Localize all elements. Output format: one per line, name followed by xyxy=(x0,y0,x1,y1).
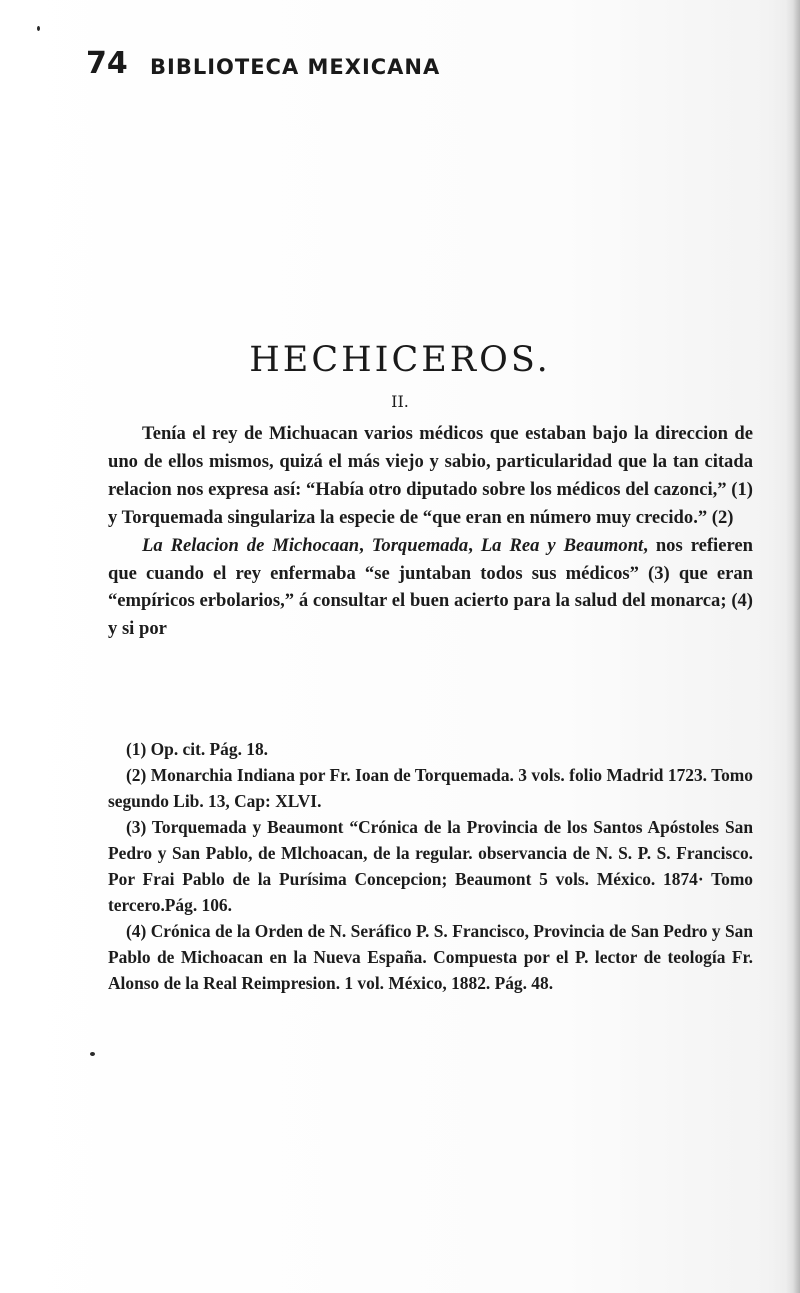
italic-title-torquemada: Torquemada xyxy=(371,534,469,556)
paragraph-1: Tenía el rey de Michuacan varios médicos que estaban bajo la direccion de uno de ellos mismos, quizá el más viejo y sabio, particularidad que la tan citada relacion nos expresa así: “Había otro diputado sobre los médicos del cazonci,” (1) y Torquemada singulariza la especie de “que eran en número muy crecido.” (2) xyxy=(108,423,753,528)
paragraph-2 xyxy=(108,532,753,644)
body-text xyxy=(108,420,753,643)
ink-speck xyxy=(90,1052,95,1056)
footnote-3: (3) Torquemada y Beaumont “Crónica de la Provincia de los Santos Apóstoles San Pedro y San Pablo, de Mlchoacan, de la regular. observancia de N. S. P. S. Francisco. Por Frai Pablo de la Purísima Concepcion; Beaumont 5 vols. México. 1874· Tomo tercero.Pág. 106. xyxy=(108,817,753,915)
footnote-4: (4) Crónica de la Orden de N. Seráfico P. S. Francisco, Provincia de San Pedro y San Pablo de Michoacan en la Nueva España. Compuesta por el P. lector de teología Fr. Alonso de la Real Reimpresion. 1 vol. México, 1882. Pág. 48. xyxy=(108,921,753,993)
footnote-2: (2) Monarchia Indiana por Fr. Ioan de Torquemada. 3 vols. folio Madrid 1723. Tomo segundo Lib. 13, Cap: XLVI. xyxy=(108,765,753,811)
footnotes xyxy=(108,736,753,996)
chapter-title: HECHICEROS. xyxy=(249,340,551,380)
section-number: II. xyxy=(391,392,409,411)
footnote-1: (1) Op. cit. Pág. 18. xyxy=(126,739,269,759)
text-run: , xyxy=(468,534,481,556)
running-head: BIBLIOTECA MEXICANA xyxy=(150,55,441,79)
page-edge-shadow xyxy=(786,0,800,1293)
text-run: , nos refieren que cuando el rey enfermaba “se juntaban todos sus médicos” (3) que eran “empíricos erbolarios,” á consultar el buen acierto para la salud del monarca; (4) y si por xyxy=(108,534,753,640)
page-number: 74 xyxy=(86,46,128,81)
italic-title-relacion: La Relacion de Michocaan xyxy=(142,534,360,556)
page-header xyxy=(86,46,646,96)
text-run: , xyxy=(359,534,372,556)
ink-speck xyxy=(37,26,40,31)
italic-title-rea-beaumont: La Rea y Beaumont xyxy=(480,534,644,556)
